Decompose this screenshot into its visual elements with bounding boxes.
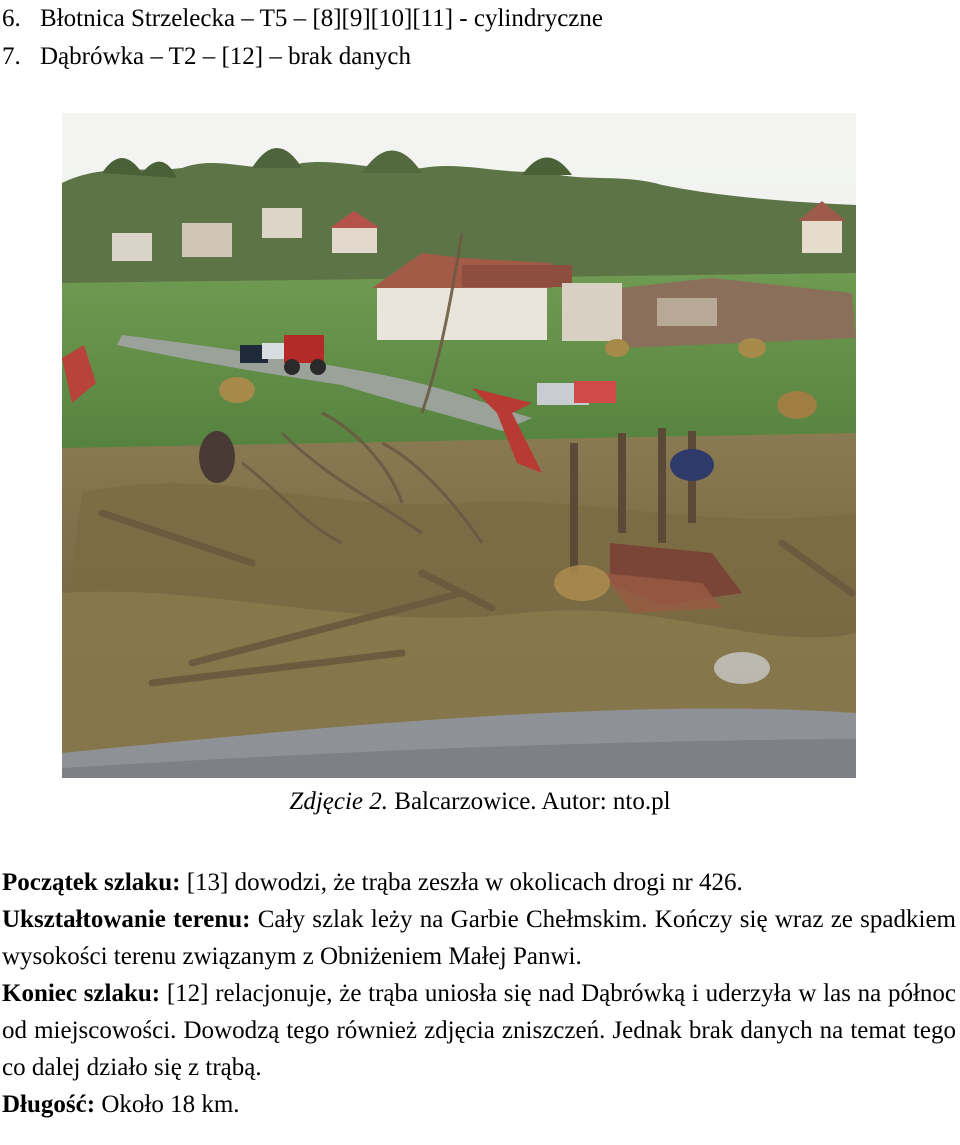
section-length [2, 1086, 956, 1123]
section-label: Początek szlaku: [2, 869, 181, 896]
section-terrain [2, 901, 956, 975]
section-text: [12] relacjonuje, że trąba uniosła się nad Dąbrówką i uderzyła w las na północ od miejscowości. Dowodzą tego również zdjęcia zniszczeń. Jednak brak danych na temat tego co dalej działo się z trąbą. [2, 980, 956, 1081]
list-item [2, 0, 603, 38]
body-text [2, 864, 956, 1123]
list-text: Dąbrówka – T2 – [12] – brak danych [40, 43, 411, 70]
photo-caption [0, 786, 960, 818]
section-text: [13] dowodzi, że trąba zeszła w okolicach drogi nr 426. [180, 869, 743, 896]
list-number: 6. [2, 5, 21, 32]
section-end [2, 975, 956, 1086]
section-text: Około 18 km. [95, 1091, 240, 1118]
section-text: Cały szlak leży na Garbie Chełmskim. Kończy się wraz ze spadkiem wysokości terenu związanym z Obniżeniem Małej Panwi. [2, 906, 956, 970]
list [2, 0, 603, 76]
photo-illustration [62, 113, 856, 778]
list-item [2, 38, 603, 76]
list-number: 7. [2, 43, 21, 70]
section-label: Długość: [2, 1091, 96, 1118]
tornado-damage-photo [62, 113, 856, 778]
section-start [2, 864, 956, 901]
section-label: Koniec szlaku: [2, 980, 161, 1007]
section-label: Ukształtowanie terenu: [2, 906, 251, 933]
list-text: Błotnica Strzelecka – T5 – [8][9][10][11] - cylindryczne [40, 5, 603, 32]
caption-label: Zdjęcie 2. [289, 788, 389, 815]
caption-text: Balcarzowice. Autor: nto.pl [388, 788, 671, 815]
